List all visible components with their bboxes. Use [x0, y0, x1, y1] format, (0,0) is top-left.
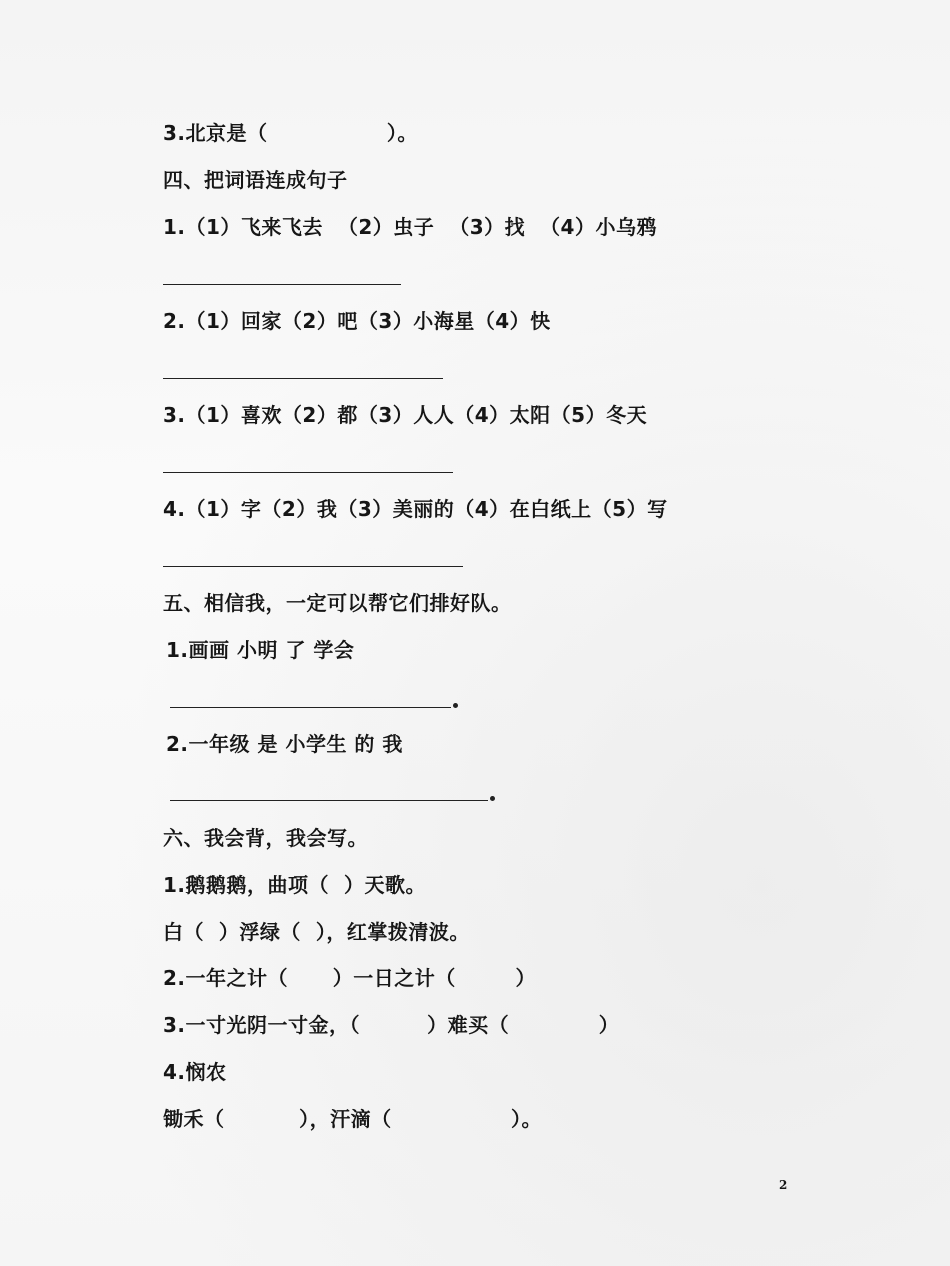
- sec5-item-2: 2.一年级 是 小学生 的 我: [166, 732, 403, 756]
- section-4-heading: 四、把词语连成句子: [163, 168, 348, 192]
- sec6-line-4: 3.一寸光阴一寸金，（ ）难买（ ）: [163, 1013, 620, 1037]
- sec6-line-1: 1.鹅鹅鹅，曲项（ ）天歌。: [163, 873, 426, 897]
- sec4-item-2: 2.（1）回家（2）吧（3）小海星（4）快: [163, 309, 551, 333]
- answer-line-6[interactable]: [170, 800, 488, 801]
- page-number: 2: [779, 1178, 788, 1192]
- period-mark: [453, 703, 458, 708]
- answer-line-5[interactable]: [170, 707, 451, 708]
- sec6-line-5: 4.悯农: [163, 1060, 227, 1084]
- sec5-item-1: 1.画画 小明 了 学会: [166, 638, 355, 662]
- sec4-item-1: 1.（1）飞来飞去 （2）虫子 （3）找 （4）小乌鸦: [163, 215, 657, 239]
- section-5-heading: 五、相信我，一定可以帮它们排好队。: [163, 591, 512, 615]
- answer-line-2[interactable]: [163, 378, 443, 379]
- sec4-item-4: 4.（1）字（2）我（3）美丽的（4）在白纸上（5）写: [163, 497, 668, 521]
- sec6-line-6: 锄禾（ ），汗滴（ ）。: [163, 1107, 543, 1131]
- answer-line-1[interactable]: [163, 284, 401, 285]
- sec6-line-2: 白（ ）浮绿（ ），红掌拨清波。: [163, 920, 470, 944]
- sec4-item-3: 3.（1）喜欢（2）都（3）人人（4）太阳（5）冬天: [163, 403, 648, 427]
- answer-line-4[interactable]: [163, 566, 463, 567]
- question-beijing: 3.北京是（ ）。: [163, 121, 418, 145]
- period-mark: [490, 796, 495, 801]
- sec6-line-3: 2.一年之计（ ）一日之计（ ）: [163, 966, 536, 990]
- answer-line-3[interactable]: [163, 472, 453, 473]
- section-6-heading: 六、我会背，我会写。: [163, 826, 368, 850]
